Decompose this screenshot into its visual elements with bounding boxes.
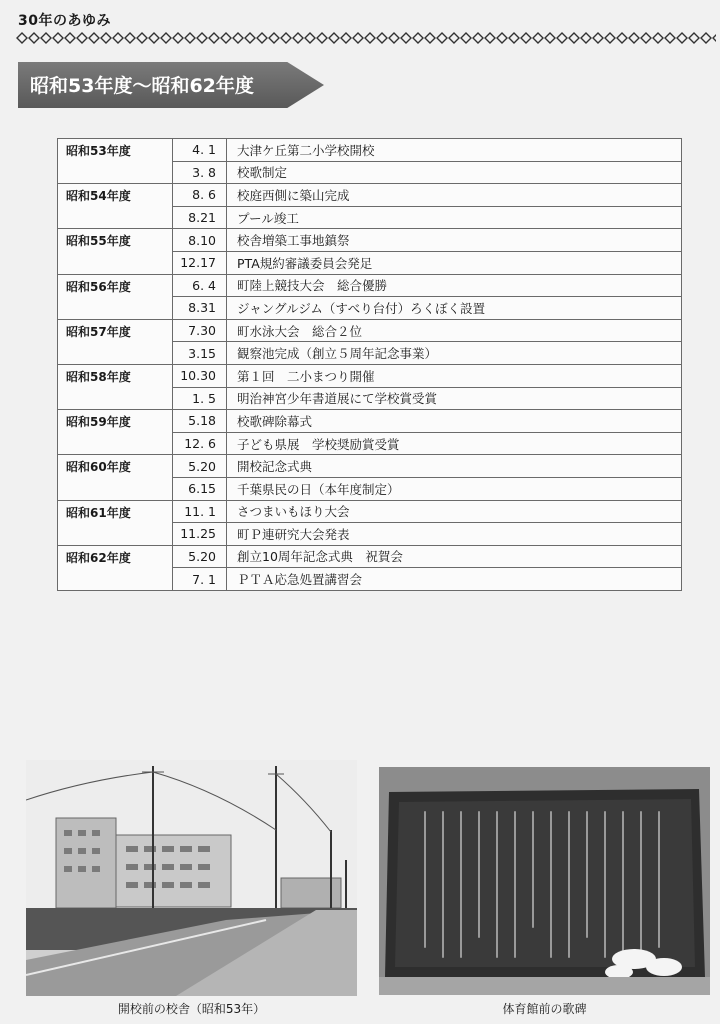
section-title: 昭和53年度～昭和62年度 — [30, 75, 254, 97]
event-cell: 校歌碑除幕式 — [227, 410, 682, 433]
date-cell: 10.30 — [173, 364, 227, 387]
year-cell: 昭和54年度 — [58, 184, 173, 229]
year-cell: 昭和55年度 — [58, 229, 173, 274]
timeline-row — [58, 319, 682, 342]
year-cell: 昭和53年度 — [58, 139, 173, 184]
timeline-row — [58, 229, 682, 252]
timeline-row — [58, 184, 682, 207]
song-monument-illustration — [379, 767, 710, 995]
date-cell: 12.17 — [173, 251, 227, 274]
timeline-row — [58, 364, 682, 387]
date-cell: 7.30 — [173, 319, 227, 342]
event-cell: ＰＴＡ応急処置講習会 — [227, 568, 682, 591]
year-cell: 昭和59年度 — [58, 410, 173, 455]
year-cell: 昭和61年度 — [58, 500, 173, 545]
year-cell: 昭和60年度 — [58, 455, 173, 500]
date-cell: 8.31 — [173, 297, 227, 320]
date-cell: 8. 6 — [173, 184, 227, 207]
event-cell: 第１回 二小まつり開催 — [227, 364, 682, 387]
event-cell: プール竣工 — [227, 206, 682, 229]
timeline-row — [58, 139, 682, 162]
page-header-title: 30年のあゆみ — [18, 13, 111, 29]
timeline-row — [58, 545, 682, 568]
event-cell: 明治神宮少年書道展にて学校賞受賞 — [227, 387, 682, 410]
year-cell: 昭和56年度 — [58, 274, 173, 319]
event-cell: 校舎増築工事地鎮祭 — [227, 229, 682, 252]
event-cell: 大津ケ丘第二小学校開校 — [227, 139, 682, 162]
date-cell: 7. 1 — [173, 568, 227, 591]
timeline-body — [58, 139, 682, 591]
event-cell: 開校記念式典 — [227, 455, 682, 478]
event-cell: 校庭西側に築山完成 — [227, 184, 682, 207]
decorative-rule — [16, 32, 716, 44]
event-cell: 町水泳大会 総合２位 — [227, 319, 682, 342]
school-building-photo — [26, 760, 357, 996]
school-building-caption: 開校前の校舎（昭和53年） — [117, 1002, 266, 1016]
date-cell: 11. 1 — [173, 500, 227, 523]
event-cell: ジャングルジム（すべり台付）ろくぼく設置 — [227, 297, 682, 320]
date-cell: 1. 5 — [173, 387, 227, 410]
date-cell: 5.20 — [173, 455, 227, 478]
event-cell: 創立10周年記念式典 祝賀会 — [227, 545, 682, 568]
date-cell: 11.25 — [173, 523, 227, 546]
event-cell: 町Ｐ連研究大会発表 — [227, 523, 682, 546]
date-cell: 5.18 — [173, 410, 227, 433]
timeline-table — [57, 138, 682, 591]
date-cell: 6. 4 — [173, 274, 227, 297]
event-cell: PTA規約審議委員会発足 — [227, 251, 682, 274]
event-cell: 町陸上競技大会 総合優勝 — [227, 274, 682, 297]
event-cell: 観察池完成（創立５周年記念事業） — [227, 342, 682, 365]
school-building-illustration — [26, 760, 357, 996]
date-cell: 4. 1 — [173, 139, 227, 162]
date-cell: 8.10 — [173, 229, 227, 252]
timeline-row — [58, 455, 682, 478]
song-monument-photo — [379, 767, 710, 995]
event-cell: 校歌制定 — [227, 161, 682, 184]
event-cell: 子ども県展 学校奨励賞受賞 — [227, 432, 682, 455]
event-cell: 千葉県民の日（本年度制定） — [227, 477, 682, 500]
timeline-row — [58, 410, 682, 433]
timeline-row — [58, 274, 682, 297]
date-cell: 3.15 — [173, 342, 227, 365]
date-cell: 12. 6 — [173, 432, 227, 455]
date-cell: 6.15 — [173, 477, 227, 500]
date-cell: 5.20 — [173, 545, 227, 568]
year-cell: 昭和57年度 — [58, 319, 173, 364]
date-cell: 3. 8 — [173, 161, 227, 184]
year-cell: 昭和62年度 — [58, 545, 173, 590]
event-cell: さつまいもほり大会 — [227, 500, 682, 523]
year-cell: 昭和58年度 — [58, 364, 173, 409]
date-cell: 8.21 — [173, 206, 227, 229]
timeline-row — [58, 500, 682, 523]
song-monument-caption: 体育館前の歌碑 — [502, 1002, 587, 1016]
section-banner — [18, 62, 324, 108]
